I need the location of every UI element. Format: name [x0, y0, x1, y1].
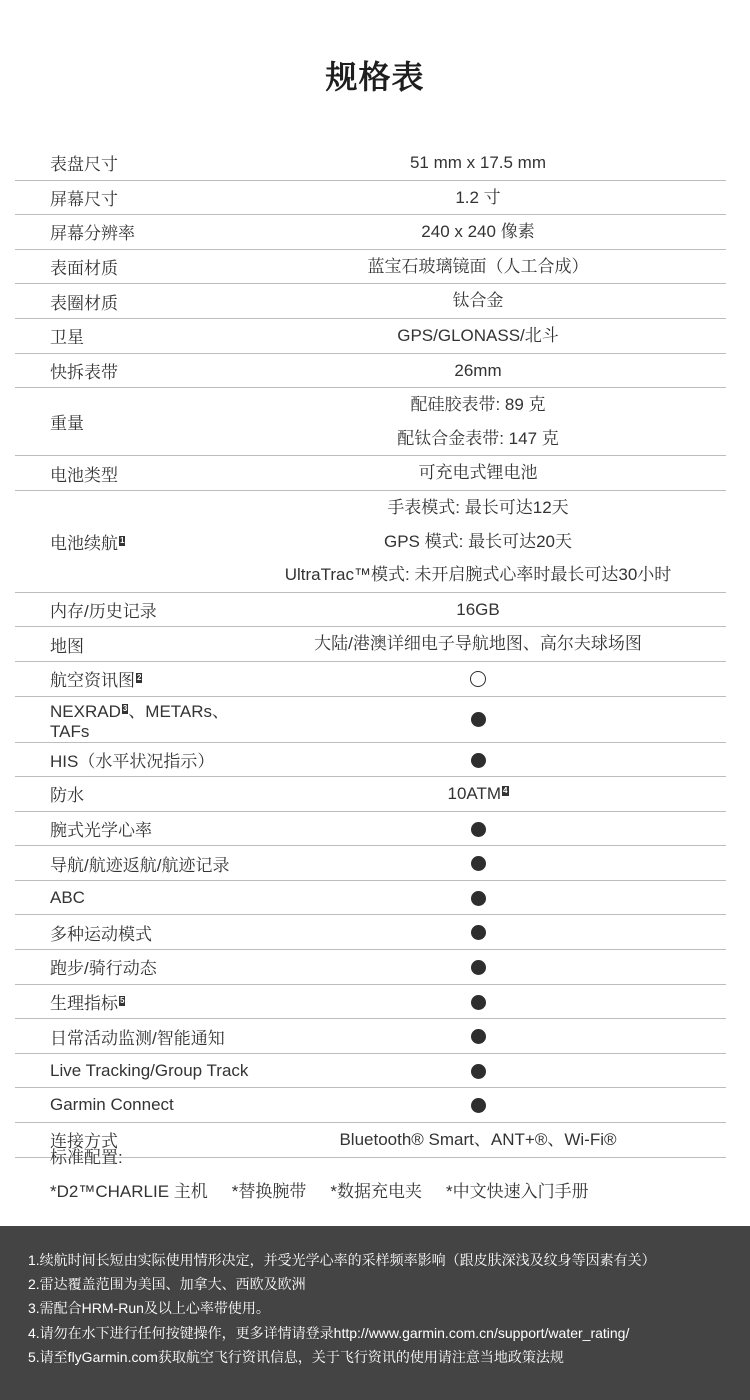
spec-label: 生理指标 — [50, 993, 118, 1013]
spec-label-cell — [15, 661, 250, 696]
spec-label-cell — [15, 318, 250, 353]
spec-value-cell — [250, 811, 726, 846]
footnote: 4.请勿在水下进行任何按键操作，更多详情请登录http://www.garmin.com.cn/support/water_rating/ — [28, 1324, 630, 1341]
spec-label: 表盘尺寸 — [50, 155, 118, 175]
spec-label-cell — [15, 915, 250, 950]
spec-row — [15, 146, 726, 180]
spec-label-cell — [15, 592, 250, 627]
standard-item: *数据充电夹 — [330, 1182, 423, 1201]
spec-label: 航空资讯图 — [50, 671, 135, 691]
spec-value-line — [250, 215, 706, 249]
spec-value-cell — [250, 1088, 726, 1123]
filled-circle-icon — [471, 925, 486, 940]
spec-value-line — [250, 662, 706, 696]
standard-config — [50, 1145, 613, 1202]
spec-label-cell — [15, 846, 250, 881]
footnote-marker: 2 — [137, 673, 142, 683]
spec-value-line — [250, 1088, 706, 1122]
spec-label-cell — [15, 880, 250, 915]
spec-row — [15, 915, 726, 950]
spec-label-cell — [15, 950, 250, 985]
footnote: 2.雷达覆盖范围为美国、加拿大、西欧及欧洲 — [28, 1276, 306, 1293]
spec-value-line — [250, 881, 706, 915]
spec-value-cell — [250, 490, 726, 592]
spec-value: 51 mm x 17.5 mm — [409, 153, 547, 172]
spec-row — [15, 180, 726, 215]
spec-value-cell — [250, 592, 726, 627]
footnote-marker: 1 — [120, 535, 125, 545]
spec-label-cell — [15, 388, 250, 456]
footnote: 1.续航时间长短由实际使用情形决定，并受光学心率的采样频率影响（跟皮肤深浅及纹身等因素有关） — [28, 1252, 656, 1268]
spec-value-cell — [250, 249, 726, 284]
spec-value-cell — [250, 146, 726, 180]
spec-value-cell — [250, 661, 726, 696]
spec-value: GPS 模式: 最长可达20天 — [384, 531, 572, 551]
spec-value-line — [250, 422, 706, 456]
page-title: 规格表 — [325, 59, 425, 95]
standard-config-items — [50, 1177, 613, 1202]
spec-label: 表面材质 — [50, 259, 118, 279]
spec-row — [15, 284, 726, 319]
spec-value-line — [250, 743, 706, 777]
spec-row — [15, 696, 726, 742]
spec-value: 配硅胶表带: 89 克 — [410, 395, 546, 415]
spec-label-cell — [15, 1053, 250, 1088]
spec-row — [15, 1019, 726, 1054]
spec-value-cell — [250, 846, 726, 881]
spec-label-cell — [15, 490, 250, 592]
spec-label: 屏幕尺寸 — [50, 189, 118, 209]
spec-label-cell — [15, 456, 250, 491]
spec-value-line — [250, 950, 706, 984]
spec-label-suffix: 、METARs、TAFs — [50, 701, 230, 741]
spec-value-line — [250, 812, 706, 846]
filled-circle-icon — [471, 995, 486, 1010]
spec-value-line — [250, 388, 706, 422]
spec-value-line — [250, 319, 706, 353]
footnote-marker: 4 — [503, 786, 508, 796]
standard-config-title: 标准配置: — [50, 1148, 123, 1167]
spec-value-cell — [250, 1019, 726, 1054]
spec-value: 10ATM — [447, 784, 502, 804]
spec-row — [15, 490, 726, 592]
spec-label-cell — [15, 742, 250, 777]
footnote: 3.需配合HRM-Run及以上心率带使用。 — [28, 1300, 270, 1317]
spec-row — [15, 215, 726, 250]
spec-label: 日常活动监测/智能通知 — [50, 1028, 225, 1048]
spec-value-cell — [250, 777, 726, 812]
filled-circle-icon — [471, 891, 486, 906]
spec-row — [15, 353, 726, 388]
spec-value-line — [250, 1019, 706, 1053]
spec-value: 可充电式锂电池 — [418, 463, 538, 483]
spec-value-line — [250, 146, 706, 180]
spec-label: 快拆表带 — [50, 362, 118, 382]
spec-value-line — [250, 284, 706, 318]
standard-item: *中文快速入门手册 — [446, 1182, 589, 1201]
filled-circle-icon — [471, 1064, 486, 1079]
spec-label: NEXRAD — [50, 701, 121, 721]
filled-circle-icon — [471, 753, 486, 768]
spec-label: 防水 — [50, 786, 84, 806]
spec-value-cell — [250, 742, 726, 777]
spec-label-cell — [15, 777, 250, 812]
spec-value: 26mm — [454, 360, 502, 380]
spec-value-cell — [250, 180, 726, 215]
spec-value-line — [250, 456, 706, 490]
filled-circle-icon — [471, 960, 486, 975]
spec-label-cell — [15, 249, 250, 284]
spec-value-cell — [250, 456, 726, 491]
spec-label: Garmin Connect — [50, 1095, 174, 1115]
spec-value-line — [250, 1054, 706, 1088]
filled-circle-icon — [471, 856, 486, 871]
spec-row — [15, 984, 726, 1019]
spec-value-cell — [250, 1053, 726, 1088]
spec-value: GPS/GLONASS/北斗 — [397, 325, 559, 345]
filled-circle-icon — [471, 712, 486, 727]
spec-value-cell — [250, 880, 726, 915]
spec-value: 钛合金 — [452, 291, 504, 311]
spec-value-line — [250, 702, 706, 736]
spec-row — [15, 627, 726, 662]
spec-label-cell — [15, 1088, 250, 1123]
spec-label-cell — [15, 284, 250, 319]
footnote-marker: 3 — [122, 703, 128, 713]
spec-value-cell — [250, 215, 726, 250]
footnotes-panel — [0, 1226, 750, 1400]
spec-value-line — [250, 846, 706, 880]
spec-label-cell — [15, 146, 250, 180]
spec-value-line — [250, 250, 706, 284]
spec-value-cell — [250, 388, 726, 456]
spec-label: HIS（水平状况指示） — [50, 751, 215, 771]
spec-value: Bluetooth® Smart、ANT+®、Wi-Fi® — [339, 1130, 617, 1150]
spec-row — [15, 456, 726, 491]
spec-row — [15, 880, 726, 915]
spec-value-cell — [250, 950, 726, 985]
spec-row — [15, 249, 726, 284]
spec-row — [15, 742, 726, 777]
spec-label: 连接方式 — [50, 1132, 118, 1152]
spec-row — [15, 1088, 726, 1123]
spec-value: 16GB — [456, 599, 500, 619]
spec-label: 跑步/骑行动态 — [50, 959, 157, 979]
spec-label-cell — [15, 180, 250, 215]
spec-value: 1.2 寸 — [455, 187, 501, 207]
spec-row — [15, 777, 726, 812]
filled-circle-icon — [471, 822, 486, 837]
spec-label: 电池续航 — [50, 533, 118, 553]
spec-value-cell — [250, 696, 726, 742]
spec-label: 卫星 — [50, 328, 84, 348]
spec-label: 表圈材质 — [50, 293, 118, 313]
spec-row — [15, 661, 726, 696]
spec-value-line — [250, 491, 706, 525]
spec-value-line — [250, 525, 706, 559]
spec-value-cell — [250, 353, 726, 388]
spec-label: 多种运动模式 — [50, 924, 152, 944]
spec-label-cell — [15, 627, 250, 662]
standard-item: *D2™CHARLIE 主机 — [50, 1182, 208, 1201]
standard-item: *替换腕带 — [231, 1182, 307, 1201]
filled-circle-icon — [471, 1098, 486, 1113]
spec-row — [15, 950, 726, 985]
spec-label: Live Tracking/Group Track — [50, 1060, 249, 1080]
spec-value-cell — [250, 984, 726, 1019]
spec-label: 腕式光学心率 — [50, 820, 152, 840]
footnote-marker: 5 — [120, 995, 125, 1005]
spec-value: 蓝宝石玻璃镜面（人工合成） — [367, 256, 589, 276]
spec-label-cell — [15, 1019, 250, 1054]
spec-value-line — [250, 354, 706, 388]
spec-value-line — [250, 181, 706, 215]
spec-value: 240 x 240 像素 — [421, 222, 535, 242]
spec-row — [15, 846, 726, 881]
spec-row — [15, 592, 726, 627]
spec-value-line — [250, 627, 706, 661]
filled-circle-icon — [471, 1029, 486, 1044]
spec-value: 配钛合金表带: 147 克 — [397, 428, 559, 448]
hollow-circle-icon — [470, 671, 486, 687]
spec-value: UltraTrac™模式: 未开启腕式心率时最长可达30小时 — [284, 565, 672, 585]
spec-table — [15, 146, 726, 1158]
spec-label: 地图 — [50, 636, 84, 656]
spec-row — [15, 1053, 726, 1088]
spec-value-line — [250, 558, 706, 592]
spec-label: 重量 — [50, 414, 84, 434]
spec-label-cell — [15, 984, 250, 1019]
spec-label-cell — [15, 353, 250, 388]
spec-label: 内存/历史记录 — [50, 602, 157, 622]
spec-value: 手表模式: 最长可达12天 — [387, 497, 569, 517]
spec-label: 电池类型 — [50, 465, 118, 485]
spec-value-line — [250, 985, 706, 1019]
spec-value-cell — [250, 318, 726, 353]
spec-value: 大陆/港澳详细电子导航地图、高尔夫球场图 — [314, 634, 642, 654]
spec-label: ABC — [50, 887, 85, 907]
spec-value-line — [250, 593, 706, 627]
spec-label-cell — [15, 696, 250, 742]
spec-label: 屏幕分辨率 — [50, 224, 135, 244]
spec-value-cell — [250, 284, 726, 319]
spec-row — [15, 318, 726, 353]
spec-value-cell — [250, 627, 726, 662]
spec-row — [15, 388, 726, 456]
spec-label: 导航/航迹返航/航迹记录 — [50, 855, 230, 875]
footnote: 5.请至flyGarmin.com获取航空飞行资讯信息，关于飞行资讯的使用请注意当地政策法规 — [28, 1348, 564, 1365]
spec-label-cell — [15, 215, 250, 250]
spec-value-line — [250, 777, 706, 811]
spec-value-line — [250, 915, 706, 949]
spec-row — [15, 811, 726, 846]
spec-label-cell — [15, 811, 250, 846]
spec-value-cell — [250, 915, 726, 950]
